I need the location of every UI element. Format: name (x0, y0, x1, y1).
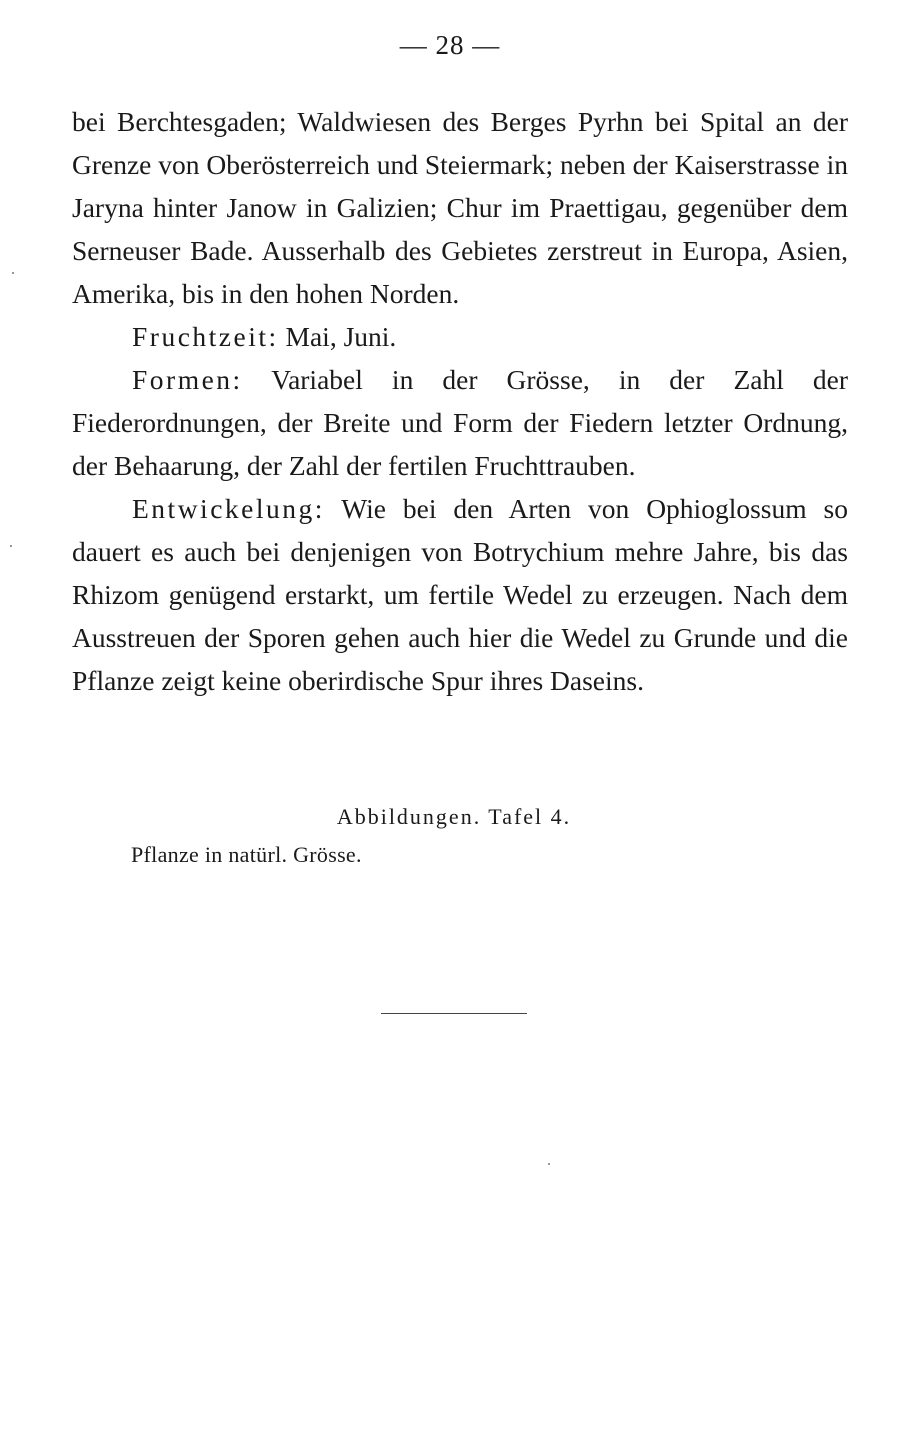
body-text (72, 100, 848, 702)
paper-speck (548, 1163, 550, 1165)
formen-label: Formen: (132, 364, 243, 395)
page-number: — 28 — (399, 30, 501, 60)
end-rule (381, 1013, 527, 1014)
figures-caption: Pflanze in natürl. Grösse. (131, 842, 362, 867)
paper-speck (12, 272, 14, 274)
entwickelung-label: Entwickelung: (132, 493, 325, 524)
formen-text: Variabel in der Grösse, in der Zahl der Fiederordnungen, der Breite und Form der Fiedern letzter Ordnung, der Behaarung, der Zahl der fertilen Fruchttrauben. (72, 364, 848, 481)
paragraph-locations: bei Berchtesgaden; Waldwiesen des Berges Pyrhn bei Spital an der Grenze von Oberösterreich und Steiermark; neben der Kaiserstrasse in Jaryna hinter Janow in Galizien; Chur im Praettigau, gegenüber dem Serneuser Bade. Ausserhalb des Gebietes zerstreut in Europa, Asien, Amerika, bis in den hohen Norden. (72, 106, 848, 309)
entwickelung-text: Wie bei den Arten von Ophioglossum so dauert es auch bei denjenigen von Botrychium mehre Jahre, bis das Rhizom genügend erstarkt, um fertile Wedel zu erzeugen. Nach dem Ausstreuen der Sporen gehen auch hier die Wedel zu Grunde und die Pflanze zeigt keine oberirdische Spur ihres Daseins. (72, 493, 848, 696)
fruchtzeit-text: Mai, Juni. (278, 321, 397, 352)
fruchtzeit-label: Fruchtzeit: (132, 321, 279, 352)
figures-heading: Abbildungen. Tafel 4. (336, 804, 572, 829)
paragraph-fruchtzeit (72, 315, 848, 358)
paragraph-formen (72, 358, 848, 487)
paper-speck (10, 545, 12, 547)
paragraph-entwickelung (72, 487, 848, 702)
